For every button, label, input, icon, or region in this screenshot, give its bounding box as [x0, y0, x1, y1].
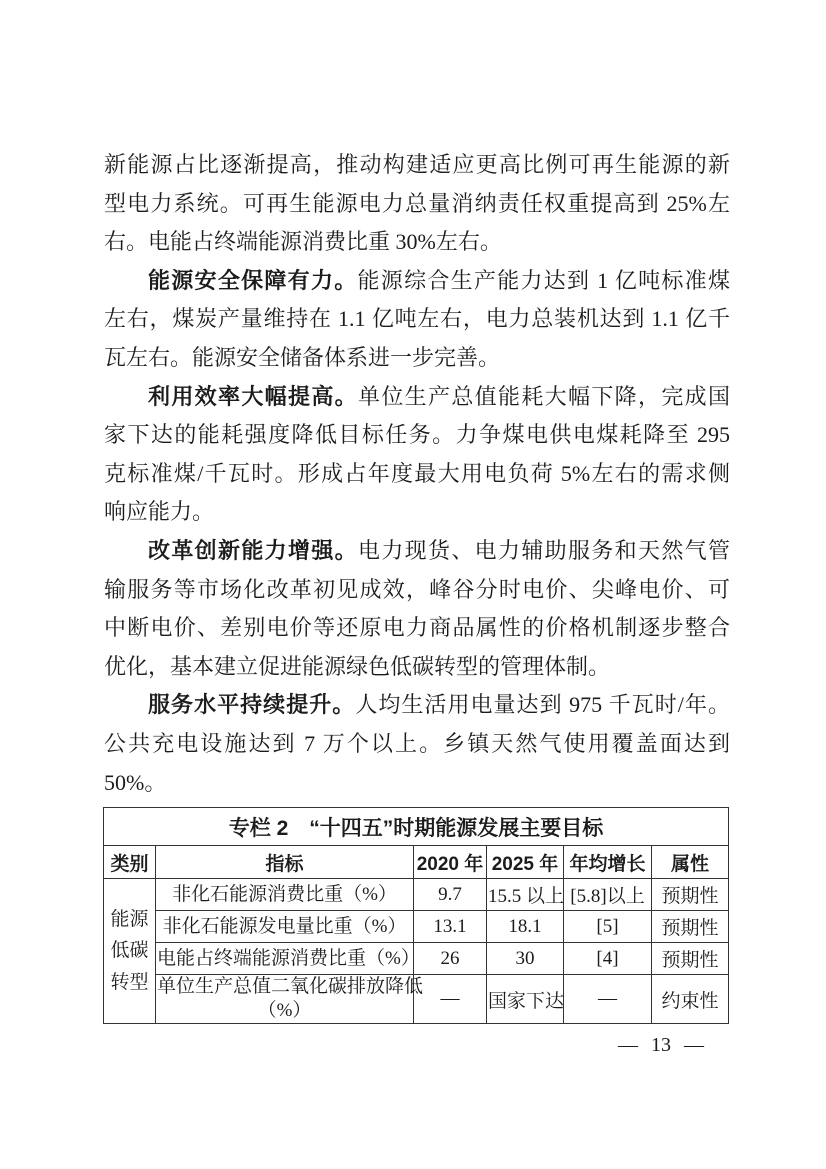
paragraph	[104, 378, 730, 532]
paragraph-lead: 服务水平持续提升。	[148, 692, 356, 718]
value-2020-cell: 9.7	[414, 879, 487, 911]
text-line	[104, 493, 730, 532]
table-row	[104, 911, 729, 943]
table-row	[104, 975, 729, 1024]
body-text	[104, 146, 730, 802]
indicator-cell: 非化石能源消费比重（%）	[156, 879, 414, 911]
table-row	[104, 879, 729, 911]
page-number: 13	[651, 1034, 671, 1056]
column-header: 2020 年	[414, 846, 487, 879]
value-2025-cell: 15.5 以上	[487, 879, 564, 911]
text-line	[104, 185, 730, 224]
paragraph	[104, 532, 730, 686]
text-line	[104, 609, 730, 648]
column-header: 指标	[156, 846, 414, 879]
paragraph-text: 型电力系统。可再生能源电力总量消纳责任权重提高到 25%左	[104, 190, 730, 216]
value-2025-cell: 18.1	[487, 911, 564, 943]
attribute-cell: 预期性	[652, 943, 729, 975]
paragraph-text: 左右，煤炭产量维持在 1.1 亿吨左右，电力总装机达到 1.1 亿千	[104, 306, 730, 332]
attribute-cell: 约束性	[652, 975, 729, 1024]
value-2025-cell: 国家下达	[487, 975, 564, 1024]
annual-growth-cell: [5.8]以上	[564, 879, 652, 911]
paragraph-text: 50%。	[104, 769, 167, 795]
indicator-cell: 非化石能源发电量比重（%）	[156, 911, 414, 943]
paragraph-lead: 改革创新能力增强。	[148, 537, 358, 563]
value-2020-cell: 26	[414, 943, 487, 975]
text-line	[104, 416, 730, 455]
table-header-row	[104, 846, 729, 879]
paragraph-text: 能源综合生产能力达到 1 亿吨标准煤	[357, 267, 730, 293]
paragraph-text: 瓦左右。能源安全储备体系进一步完善。	[104, 344, 501, 370]
paragraph-text: 响应能力。	[104, 499, 215, 525]
table-row	[104, 943, 729, 975]
text-line	[104, 532, 730, 571]
paragraph-text: 公共充电设施达到 7 万个以上。乡镇天然气使用覆盖面达到	[104, 730, 730, 756]
text-line	[104, 300, 730, 339]
attribute-cell: 预期性	[652, 879, 729, 911]
paragraph-lead: 利用效率大幅提高。	[148, 383, 358, 409]
paragraph-text: 单位生产总值能耗大幅下降，完成国	[358, 383, 730, 409]
paragraph-text: 克标准煤/千瓦时。形成占年度最大用电负荷 5%左右的需求侧	[104, 460, 730, 486]
paragraph-text: 家下达的能耗强度降低目标任务。力争煤电供电煤耗降至 295	[104, 422, 730, 448]
text-line	[104, 339, 730, 378]
annual-growth-cell: —	[564, 975, 652, 1024]
paragraph-text: 人均生活用电量达到 975 千瓦时/年。	[355, 692, 730, 718]
paragraph-text: 新能源占比逐渐提高，推动构建适应更高比例可再生能源的新	[104, 152, 730, 177]
paragraph-text: 右。电能占终端能源消费比重 30%左右。	[104, 229, 502, 255]
text-line	[104, 455, 730, 494]
value-2025-cell: 30	[487, 943, 564, 975]
column-header: 类别	[104, 846, 156, 879]
value-2020-cell: —	[414, 975, 487, 1024]
column-header: 2025 年	[487, 846, 564, 879]
goals-table	[103, 807, 729, 1024]
attribute-cell: 预期性	[652, 911, 729, 943]
page-footer	[104, 1034, 704, 1057]
text-line	[104, 378, 730, 417]
paragraph	[104, 686, 730, 802]
paragraph-text: 优化，基本建立促进能源绿色低碳转型的管理体制。	[104, 653, 611, 679]
paragraph-lead: 能源安全保障有力。	[148, 267, 358, 293]
footer-dash-left: —	[618, 1034, 638, 1056]
table-title: 专栏 2 “十四五”时期能源发展主要目标	[104, 808, 729, 846]
paragraph-text: 输服务等市场化改革初见成效，峰谷分时电价、尖峰电价、可	[104, 576, 730, 602]
text-line	[104, 146, 730, 185]
column-header: 年均增长	[564, 846, 652, 879]
text-line	[104, 571, 730, 610]
text-line	[104, 686, 730, 725]
value-2020-cell: 13.1	[414, 911, 487, 943]
annual-growth-cell: [5]	[564, 911, 652, 943]
indicator-cell: 单位生产总值二氧化碳排放降低 （%）	[156, 975, 414, 1024]
column-header: 属性	[652, 846, 729, 879]
footer-dash-right: —	[684, 1034, 704, 1056]
text-line	[104, 648, 730, 687]
text-line	[104, 764, 730, 803]
paragraph-text: 中断电价、差别电价等还原电力商品属性的价格机制逐步整合	[104, 615, 730, 641]
text-line	[104, 223, 730, 262]
paragraph	[104, 146, 730, 262]
table-title-row	[104, 808, 729, 846]
text-line	[104, 262, 730, 301]
indicator-cell: 电能占终端能源消费比重（%）	[156, 943, 414, 975]
text-line	[104, 725, 730, 764]
category-cell: 能源低碳转型	[104, 879, 156, 1024]
paragraph	[104, 262, 730, 378]
paragraph-text: 电力现货、电力辅助服务和天然气管	[358, 537, 730, 563]
annual-growth-cell: [4]	[564, 943, 652, 975]
